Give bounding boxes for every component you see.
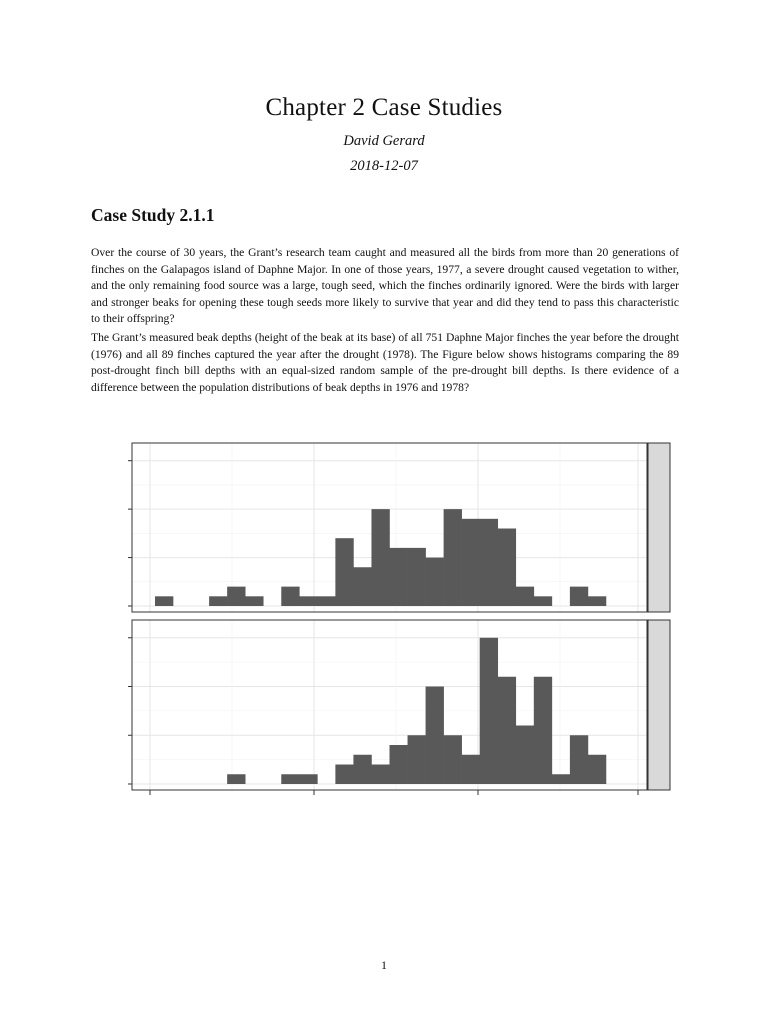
histogram-bar (227, 587, 245, 606)
histogram-bar (408, 735, 426, 784)
page-number: 1 (381, 958, 387, 972)
histogram-bar (480, 638, 498, 784)
histogram-bar (462, 519, 480, 606)
histogram-bar (444, 509, 462, 606)
histogram-bar (299, 774, 317, 784)
histogram-bar (353, 755, 371, 784)
histogram-bar (299, 596, 317, 606)
histogram-bar (570, 587, 588, 606)
histogram-bar (371, 509, 389, 606)
histogram-bar (390, 745, 408, 784)
histogram-bar (371, 765, 389, 785)
histogram-bar (588, 755, 606, 784)
histogram-bar (444, 735, 462, 784)
histogram-bar (281, 774, 299, 784)
histogram-bar (570, 735, 588, 784)
facet-strip (648, 620, 670, 790)
facet-strip (648, 443, 670, 612)
histogram-bar (317, 596, 335, 606)
histogram-bar (155, 596, 173, 606)
histogram-bar (245, 596, 263, 606)
histogram-bar (552, 774, 570, 784)
histogram-bar (281, 587, 299, 606)
page-title: Chapter 2 Case Studies (265, 94, 503, 121)
histogram-bar (462, 755, 480, 784)
histogram-bar (516, 587, 534, 606)
histogram-bar (426, 558, 444, 606)
histogram-bar (516, 726, 534, 785)
histogram-bar (534, 677, 552, 784)
author: David Gerard (343, 133, 425, 149)
histogram-bar (408, 548, 426, 606)
histogram-bar (498, 677, 516, 784)
date: 2018-12-07 (350, 158, 418, 174)
histogram-bar (335, 538, 353, 606)
histogram-bar (534, 596, 552, 606)
section-heading: Case Study 2.1.1 (91, 205, 215, 225)
histogram-bar (209, 596, 227, 606)
histogram-bar (353, 567, 371, 606)
histogram-bar (498, 529, 516, 607)
histogram-bar (480, 519, 498, 606)
histogram-bar (588, 596, 606, 606)
histogram-bar (426, 687, 444, 785)
histogram-bar (390, 548, 408, 606)
paragraph: The Grant’s measured beak depths (height of the beak at its base) of all 751 Daphne Major finches the year before the drought (1976) and all 89 finches captured the year after the drought (1978). The Figure below shows histograms comparing the 89 post-drought finch bill depths with an equal-sized random sample of the pre-drought bill depths. Is there evidence of a difference between the population distributions of beak depths in 1976 and 1978? (91, 331, 679, 394)
paragraph: Over the course of 30 years, the Grant’s research team caught and measured all the birds from more than 20 generations of finches on the Galapagos island of Daphne Major. In one of those years, 1977, a severe drought caused vegetation to wither, and the only remaining food source was a large, tough seed, which the finches ordinarily ignored. Were the birds with larger and stronger beaks for opening these tough seeds more likely to survive that year and did they tend to pass this characteristic to their offspring? (91, 246, 679, 326)
histogram-bar (335, 765, 353, 785)
histogram-bar (227, 774, 245, 784)
